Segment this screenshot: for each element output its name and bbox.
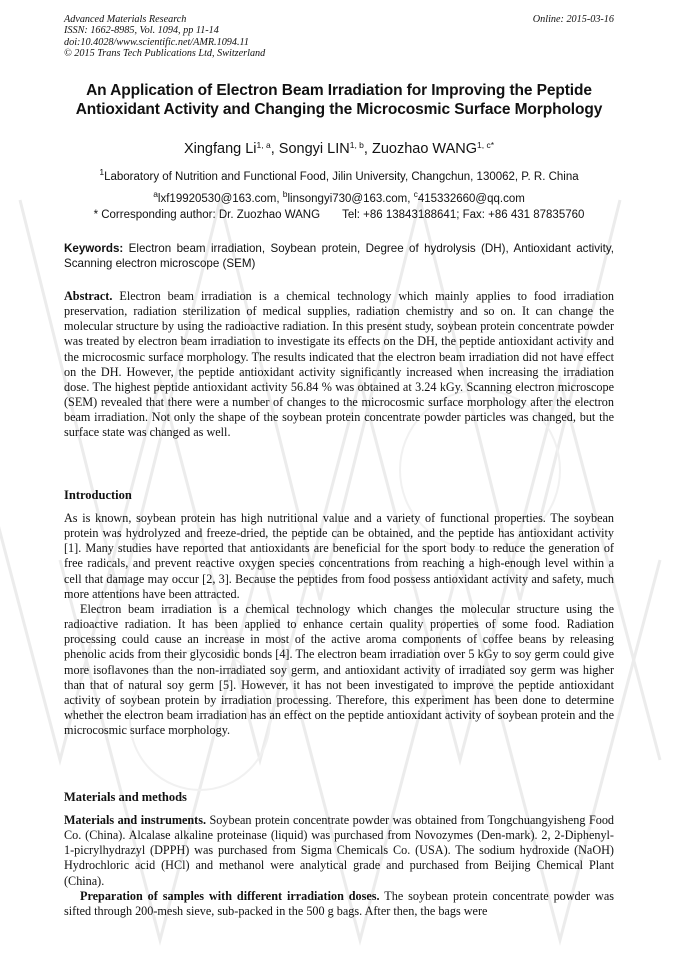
email-superscript: a: [153, 189, 158, 199]
author-emails: [54, 187, 624, 206]
paragraph: Electron beam irradiation is a chemical technology which changes the molecular structure using the radioactive radiation. It has been applied to enhance certain quality properties of some food. Radiation processing could cause an increase in most of the active aroma components of coffee beans by releasing phenolic acids from their glycosidic bonds [4]. The electron beam irradiation over 5 kGy to soy germ could give more isoflavones than the non-irradiated soy germ, and antioxidant activity of irradiated soy germ was higher than that of natural soy germ [5]. However, it has not been investigated to improve the peptide antioxidant activity of soybean protein by irradiation processing. Therefore, this experiment has been done to determine whether the electron beam irradiation has an effect on the peptide antioxidant activity of soybean protein and the microcosmic surface morphology.: [64, 601, 614, 738]
author-superscript: 1, b: [349, 140, 364, 150]
email-link[interactable]: lxf19920530@163.com,: [157, 193, 283, 205]
abstract: [64, 289, 614, 441]
journal-doi[interactable]: doi:10.4028/www.scientific.net/AMR.1094.11: [64, 36, 249, 48]
paragraph-text: Soybean protein concentrate powder was obtained from Tongchuangyisheng Food Co. (China). Alcalase alkaline proteinase (liquid) was purchased from Novozymes (Den-mark). 2, 2-Diphenyl-1-picrylhydrazyl (DPPH) was purchased from Sigma Chemicals Co. (USA). The sodium hydroxide (NaOH) Hydrochloric acid (HCl) and methanol were analytical grade and purchased from Beijing Chemical Plant (China).: [64, 813, 615, 888]
online-date: Online: 2015-03-16: [532, 14, 614, 25]
abstract-label: Abstract.: [64, 289, 113, 303]
author-name: Songyi LIN: [278, 141, 350, 157]
author-name: Xingfang Li: [183, 141, 257, 157]
affiliation: [54, 165, 624, 184]
author-name: Zuozhao WANG: [371, 141, 477, 157]
author-superscript: 1, a: [256, 140, 271, 150]
corresponding-author: [54, 208, 624, 222]
author-separator: ,: [270, 141, 279, 157]
corresponding-contact: Tel: +86 13843188641; Fax: +86 431 87835760: [342, 209, 585, 221]
email-superscript: c: [413, 189, 418, 199]
email-link[interactable]: 415332660@qq.com: [417, 193, 525, 205]
author-list: [64, 136, 614, 158]
email-superscript: b: [282, 189, 288, 199]
introduction-heading: Introduction: [64, 488, 132, 502]
subsection-label: Materials and instruments.: [64, 813, 207, 827]
journal-name: Advanced Materials Research: [64, 14, 187, 25]
keywords-label: Keywords:: [64, 242, 124, 255]
subsection-label: Preparation of samples with different irradiation doses.: [80, 888, 380, 903]
paragraph-text: The soybean protein concentrate powder was sifted through 200-mesh sieve, sub-packed in the 500 g bags. After then, the bags were: [64, 888, 614, 918]
author-separator: ,: [363, 141, 372, 157]
affiliation-text: Laboratory of Nutrition and Functional Food, Jilin University, Changchun, 130062, P. R. China: [104, 171, 579, 183]
paper-title: An Application of Electron Beam Irradiation for Improving the Peptide Antioxidant Activity and Changing the Microcosmic Surface Morphology: [75, 82, 603, 118]
paragraph: [64, 889, 614, 919]
author-superscript: 1, c*: [477, 140, 495, 150]
methods-section: [64, 813, 614, 919]
methods-heading: Materials and methods: [64, 790, 187, 804]
journal-header: [64, 14, 265, 60]
email-link[interactable]: linsongyi730@163.com,: [287, 193, 414, 205]
journal-issn: ISSN: 1662-8985, Vol. 1094, pp 11-14: [64, 25, 219, 37]
keywords-text: Electron beam irradiation, Soybean protein, Degree of hydrolysis (DH), Antioxidant activity, Scanning electron microscope (SEM): [64, 242, 614, 270]
paragraph: [64, 813, 614, 889]
abstract-text: Electron beam irradiation is a chemical technology which mainly applies to food irradiation preservation, radiation sterilization of medical supplies, radiation chemistry and so on. It can change the molecular structure by using the radioactive radiation. In this present study, soybean protein concentrate powder was treated by electron beam irradiation to investigate its effects on the DH, the peptide antioxidant activity and the microcosmic surface morphology. The results indicated that the electron beam irradiation did not have effect on the DH. However, the peptide antioxidant activity significantly increased when increasing the irradiation dose. The highest peptide antioxidant activity 56.84 % was obtained at 3.24 kGy. Scanning electron microscope (SEM) revealed that there were a number of changes to the microcosmic surface morphology after the electron beam irradiation. Not only the shape of the soybean protein concentrate powder particles was changed, but the surface state was changed as well.: [64, 289, 614, 440]
affiliation-superscript: 1: [99, 167, 105, 177]
keywords: [64, 242, 614, 271]
introduction-section: [64, 511, 614, 738]
corresponding-author-name: * Corresponding author: Dr. Zuozhao WANG: [93, 209, 321, 221]
journal-copyright: © 2015 Trans Tech Publications Ltd, Switzerland: [64, 48, 266, 60]
paragraph: As is known, soybean protein has high nutritional value and a variety of functional properties. The soybean protein was hydrolyzed and freeze-dried, the peptide can be obtained, and the peptide has antioxidant activity [1]. Many studies have reported that antioxidants are beneficial for the sport body to reduce the generation of free radicals, and prevent reactive oxygen species concentrations from reaching a high-enough level within a cell that damage may occur [2, 3]. Because the peptides from food possess antioxidant activity and safety, much more attentions have been attracted.: [64, 511, 614, 601]
